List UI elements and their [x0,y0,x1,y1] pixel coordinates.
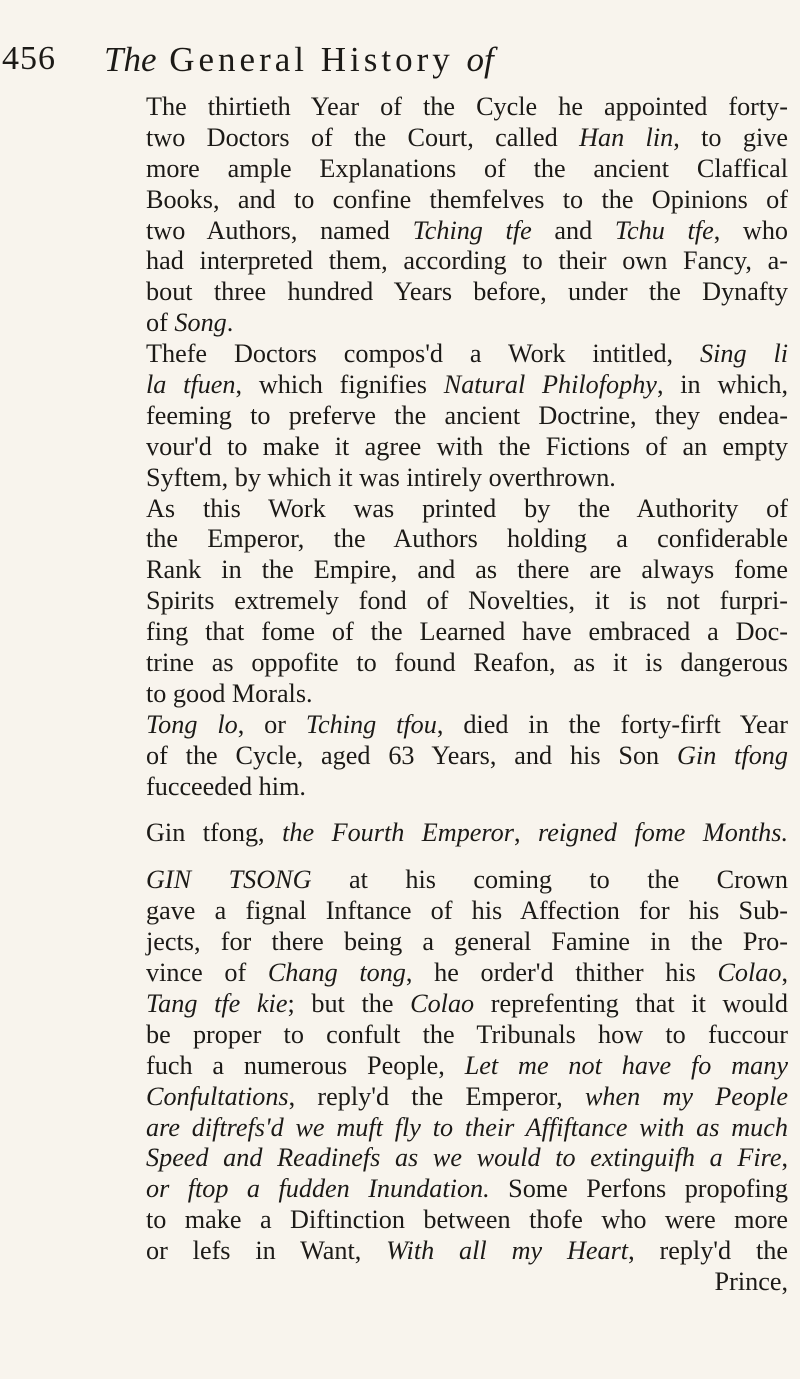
text-line [146,185,788,216]
text-segment: GIN TSONG [146,865,312,895]
body-text [146,92,788,1298]
running-head [104,40,494,80]
text-segment: Rank in the Empire, and as there are always fome [146,555,788,585]
text-line [146,1174,788,1205]
text-segment: the Emperor, the Authors holding a confiderable [146,524,788,554]
text-segment: fucceeded him. [146,771,306,801]
page-number: 456 [2,40,56,77]
text-segment: to make a Diftinction between thofe who were more [146,1205,788,1235]
text-line [146,679,788,710]
text-segment: Han lin [579,122,674,152]
text-segment: Prince, [714,1266,788,1296]
text-segment: fuch a numerous People, [146,1050,465,1080]
text-segment: Some Perfons propofing [489,1174,788,1204]
text-segment: at his coming to the Crown [311,865,788,895]
text-segment: Tong lo [146,709,238,739]
text-segment: and [531,215,615,245]
text-segment: , died in the forty-firft Year [436,709,788,739]
text-segment: , he order'd thither his [405,958,718,988]
text-line [146,1205,788,1236]
text-segment: Colao [410,988,475,1018]
paragraph-gap [146,849,788,865]
text-segment: la tfuen [146,370,236,400]
text-segment: feeming to preferve the ancient Doctrine, they endea- [146,400,788,430]
text-segment: the Fourth Emperor [282,818,514,848]
text-segment: two Doctors of the Court, called [146,122,580,152]
text-segment: or ftop a fudden Inundation. [146,1174,490,1204]
text-segment: , reply'd the Emperor, [288,1081,585,1111]
text-segment: , or [237,709,306,739]
text-segment: Tang tfe kie [146,988,288,1018]
text-line [146,710,788,741]
paragraph-gap [146,802,788,818]
text-line [146,617,788,648]
text-segment: Gin tfong [677,740,788,770]
text-line [146,246,788,277]
text-segment: gave a fignal Inftance of his Affection for his Sub- [146,896,788,926]
text-line [146,1113,788,1144]
text-segment: The thirtieth Year of the Cycle he appointed forty- [146,92,788,121]
running-head-title: General History [169,40,454,79]
text-segment: of [146,308,175,338]
text-line [146,494,788,525]
text-segment: or lefs in Want, [146,1236,387,1266]
text-segment: , [781,958,789,988]
text-segment: , [781,1143,788,1173]
text-line [146,1143,788,1174]
text-line [146,927,788,958]
text-segment: Speed and Readinefs as we would to extinguifh a Fire [146,1143,782,1173]
text-line [146,216,788,247]
text-segment: Confultations [146,1081,289,1111]
text-segment: had interpreted them, according to their own Fancy, a- [146,246,788,276]
text-segment: trine as oppofite to found Reafon, as it is dangerous [146,648,788,678]
text-line [146,1236,788,1267]
text-segment: , which fignifies [235,370,444,400]
text-segment: , in which, [656,370,788,400]
text-segment: Chang tong [267,958,406,988]
text-segment: vince of [146,958,268,988]
text-line [146,586,788,617]
text-line [146,123,788,154]
text-line [146,741,788,772]
text-segment: Books, and to confine themfelves to the Opinions of [146,184,788,214]
text-line [146,958,788,989]
text-line [146,463,788,494]
text-segment: Gin tfong, [146,818,283,848]
text-segment: vour'd to make it agree with the Fictions of an empty [146,431,788,461]
text-segment: be proper to confult the Tribunals how to fuccour [146,1019,788,1049]
text-line [146,92,788,123]
text-segment: Let me not have fo many [464,1050,788,1080]
text-line [146,277,788,308]
text-line [146,1020,788,1051]
text-segment: reigned fome Months. [538,818,789,848]
text-segment: of the Cycle, aged 63 Years, and his Son [146,740,677,770]
text-line [146,896,788,927]
text-line [146,865,788,896]
text-segment: fing that fome of the Learned have embraced a Doc- [146,617,788,647]
text-segment: to good Morals. [146,678,313,708]
running-head-prefix: The [104,40,157,79]
text-segment: Song [174,308,227,338]
text-segment: With all my Heart [386,1236,629,1266]
text-segment: are diftrefs'd we muft fly to their Affiftance with as much [146,1112,788,1142]
text-line [146,339,788,370]
text-segment: Tching tfe [412,215,532,245]
text-line [146,648,788,679]
text-line [146,432,788,463]
text-line [146,1267,788,1298]
text-segment: Spirits extremely fond of Novelties, it is not furpri- [146,586,788,616]
text-line [146,818,788,849]
text-segment: reprefenting that it would [474,988,789,1018]
text-segment: As this Work was printed by the Authority of [146,493,788,523]
text-segment: Syftem, by which it was intirely overthrown. [146,462,616,492]
text-segment: , reply'd the [628,1236,788,1266]
text-line [146,555,788,586]
text-line [146,772,788,803]
text-segment: , to give [673,122,788,152]
text-segment: Thefe Doctors compos'd a Work intitled, [146,339,700,369]
text-segment: Colao [717,958,782,988]
text-segment: when my People [584,1081,788,1111]
text-line [146,370,788,401]
text-segment: more ample Explanations of the ancient Claffical [146,153,788,183]
text-segment: , [513,818,538,848]
text-segment: two Authors, named [146,215,413,245]
text-segment: Sing li [700,339,788,369]
running-head-suffix: of [466,40,494,79]
text-segment: ; but the [287,988,411,1018]
text-line [146,989,788,1020]
text-line [146,308,788,339]
text-line [146,1051,788,1082]
text-segment: , who [713,215,789,245]
text-segment: bout three hundred Years before, under the Dynafty [146,277,788,307]
text-line [146,154,788,185]
text-line [146,1082,788,1113]
text-segment: Tchu tfe [614,215,714,245]
text-line [146,401,788,432]
text-segment: Natural Philofophy [443,370,657,400]
text-segment: Tching tfou [305,709,437,739]
text-line [146,524,788,555]
text-segment: jects, for there being a general Famine in the Pro- [146,927,788,957]
text-segment: . [226,308,234,338]
